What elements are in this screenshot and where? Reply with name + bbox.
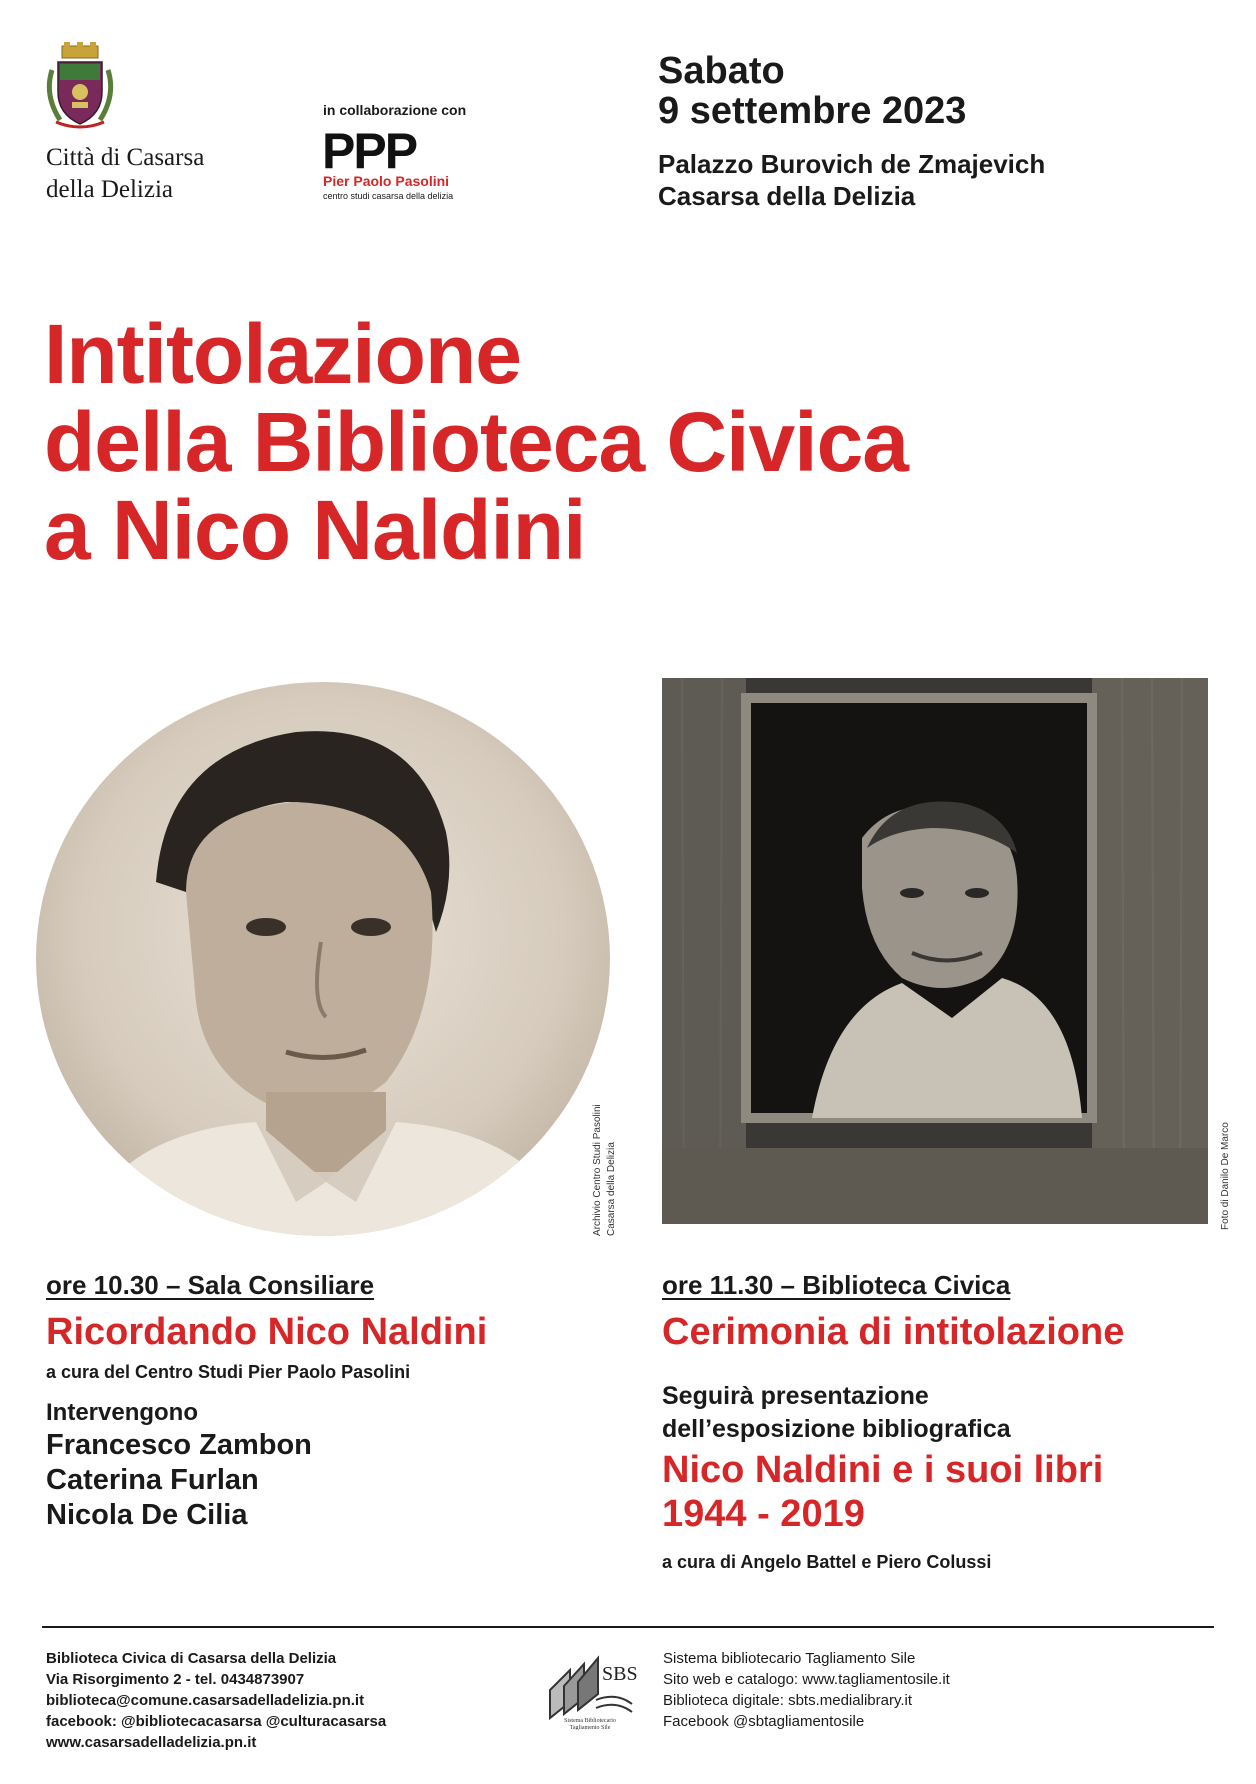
speakers-list: [46, 1428, 312, 1533]
left-credit-line1: Archivio Centro Studi Pasolini: [592, 1104, 603, 1236]
title-line3: a Nico Naldini: [44, 483, 586, 577]
ppp-logo-text: PPP: [322, 128, 417, 172]
exhibition-intro-line1: Seguirà presentazione: [662, 1382, 929, 1410]
library-system-contacts: [663, 1648, 950, 1732]
right-session-time: ore 11.30 – Biblioteca Civica: [662, 1270, 1011, 1300]
city-crest-icon: [42, 40, 118, 132]
city-name-line1: Città di Casarsa: [46, 144, 205, 171]
exhibition-title: [662, 1448, 1103, 1536]
system-name: Sistema bibliotecario Tagliamento Sile: [663, 1650, 916, 1667]
poster-title: [44, 307, 909, 577]
sbts-caption-line2: Tagliamento Sile: [569, 1725, 611, 1730]
city-name-line2: della Delizia: [46, 176, 174, 203]
title-line2: della Biblioteca Civica: [44, 395, 909, 489]
city-name: [46, 142, 204, 206]
exhibition-title-line1: Nico Naldini e i suoi libri: [662, 1449, 1104, 1491]
sbts-caption-line1: Sistema Bibliotecario: [564, 1718, 616, 1724]
left-session-time: ore 10.30 – Sala Consiliare: [46, 1270, 375, 1300]
collaboration-label: in collaborazione con: [323, 102, 467, 118]
event-date: 9 settembre 2023: [658, 90, 967, 132]
left-session-curator: a cura del Centro Studi Pier Paolo Pasolini: [46, 1362, 411, 1382]
portrait-window-photo: [662, 678, 1208, 1224]
exhibition-intro-line2: dell’esposizione bibliografica: [662, 1415, 1011, 1443]
speakers-heading: Intervengono: [46, 1399, 199, 1426]
ppp-name: Pier Paolo Pasolini: [323, 173, 450, 189]
venue-line2: Casarsa della Delizia: [658, 181, 916, 211]
venue-line1: Palazzo Burovich de Zmajevich: [658, 149, 1046, 179]
exhibition-intro: [662, 1380, 1011, 1446]
library-facebook: facebook: @bibliotecacasarsa @culturacasarsa: [46, 1713, 387, 1730]
title-line1: Intitolazione: [44, 307, 521, 401]
right-photo-credit: [1214, 1080, 1236, 1230]
footer-divider: [42, 1626, 1214, 1628]
library-email-link[interactable]: biblioteca@comune.casarsadelladelizia.pn.it: [46, 1692, 365, 1709]
right-session-curator: a cura di Angelo Battel e Piero Colussi: [662, 1552, 992, 1572]
digital-library-link[interactable]: Biblioteca digitale: sbts.medialibrary.it: [663, 1692, 913, 1709]
library-address: Via Risorgimento 2 - tel. 0434873907: [46, 1671, 305, 1688]
ppp-subtitle: centro studi casarsa della delizia: [323, 191, 454, 201]
library-contacts: [46, 1648, 386, 1753]
speaker-item: Francesco Zambon: [46, 1429, 312, 1461]
exhibition-title-line2: 1944 - 2019: [662, 1493, 865, 1535]
left-session-title: Ricordando Nico Naldini: [46, 1311, 488, 1353]
event-day: Sabato: [658, 50, 785, 92]
speaker-item: Nicola De Cilia: [46, 1499, 248, 1531]
right-credit-text: Foto di Danilo De Marco: [1220, 1122, 1231, 1230]
library-name: Biblioteca Civica di Casarsa della Delizia: [46, 1650, 337, 1667]
ppp-logo-icon: [322, 128, 472, 172]
system-facebook: Facebook @sbtagliamentosile: [663, 1713, 865, 1730]
library-website-link[interactable]: www.casarsadelladelizia.pn.it: [46, 1734, 257, 1751]
portrait-young-photo: [36, 682, 610, 1236]
right-session-title: Cerimonia di intitolazione: [662, 1311, 1125, 1353]
system-website-link[interactable]: Sito web e catalogo: www.tagliamentosile.it: [663, 1671, 950, 1688]
left-photo-credit: [586, 1076, 620, 1236]
left-credit-line2: Casarsa della Delizia: [606, 1142, 617, 1236]
sbts-logo-icon: [540, 1640, 640, 1730]
sbts-logo-text: SBS: [602, 1663, 638, 1685]
speaker-item: Caterina Furlan: [46, 1464, 259, 1496]
